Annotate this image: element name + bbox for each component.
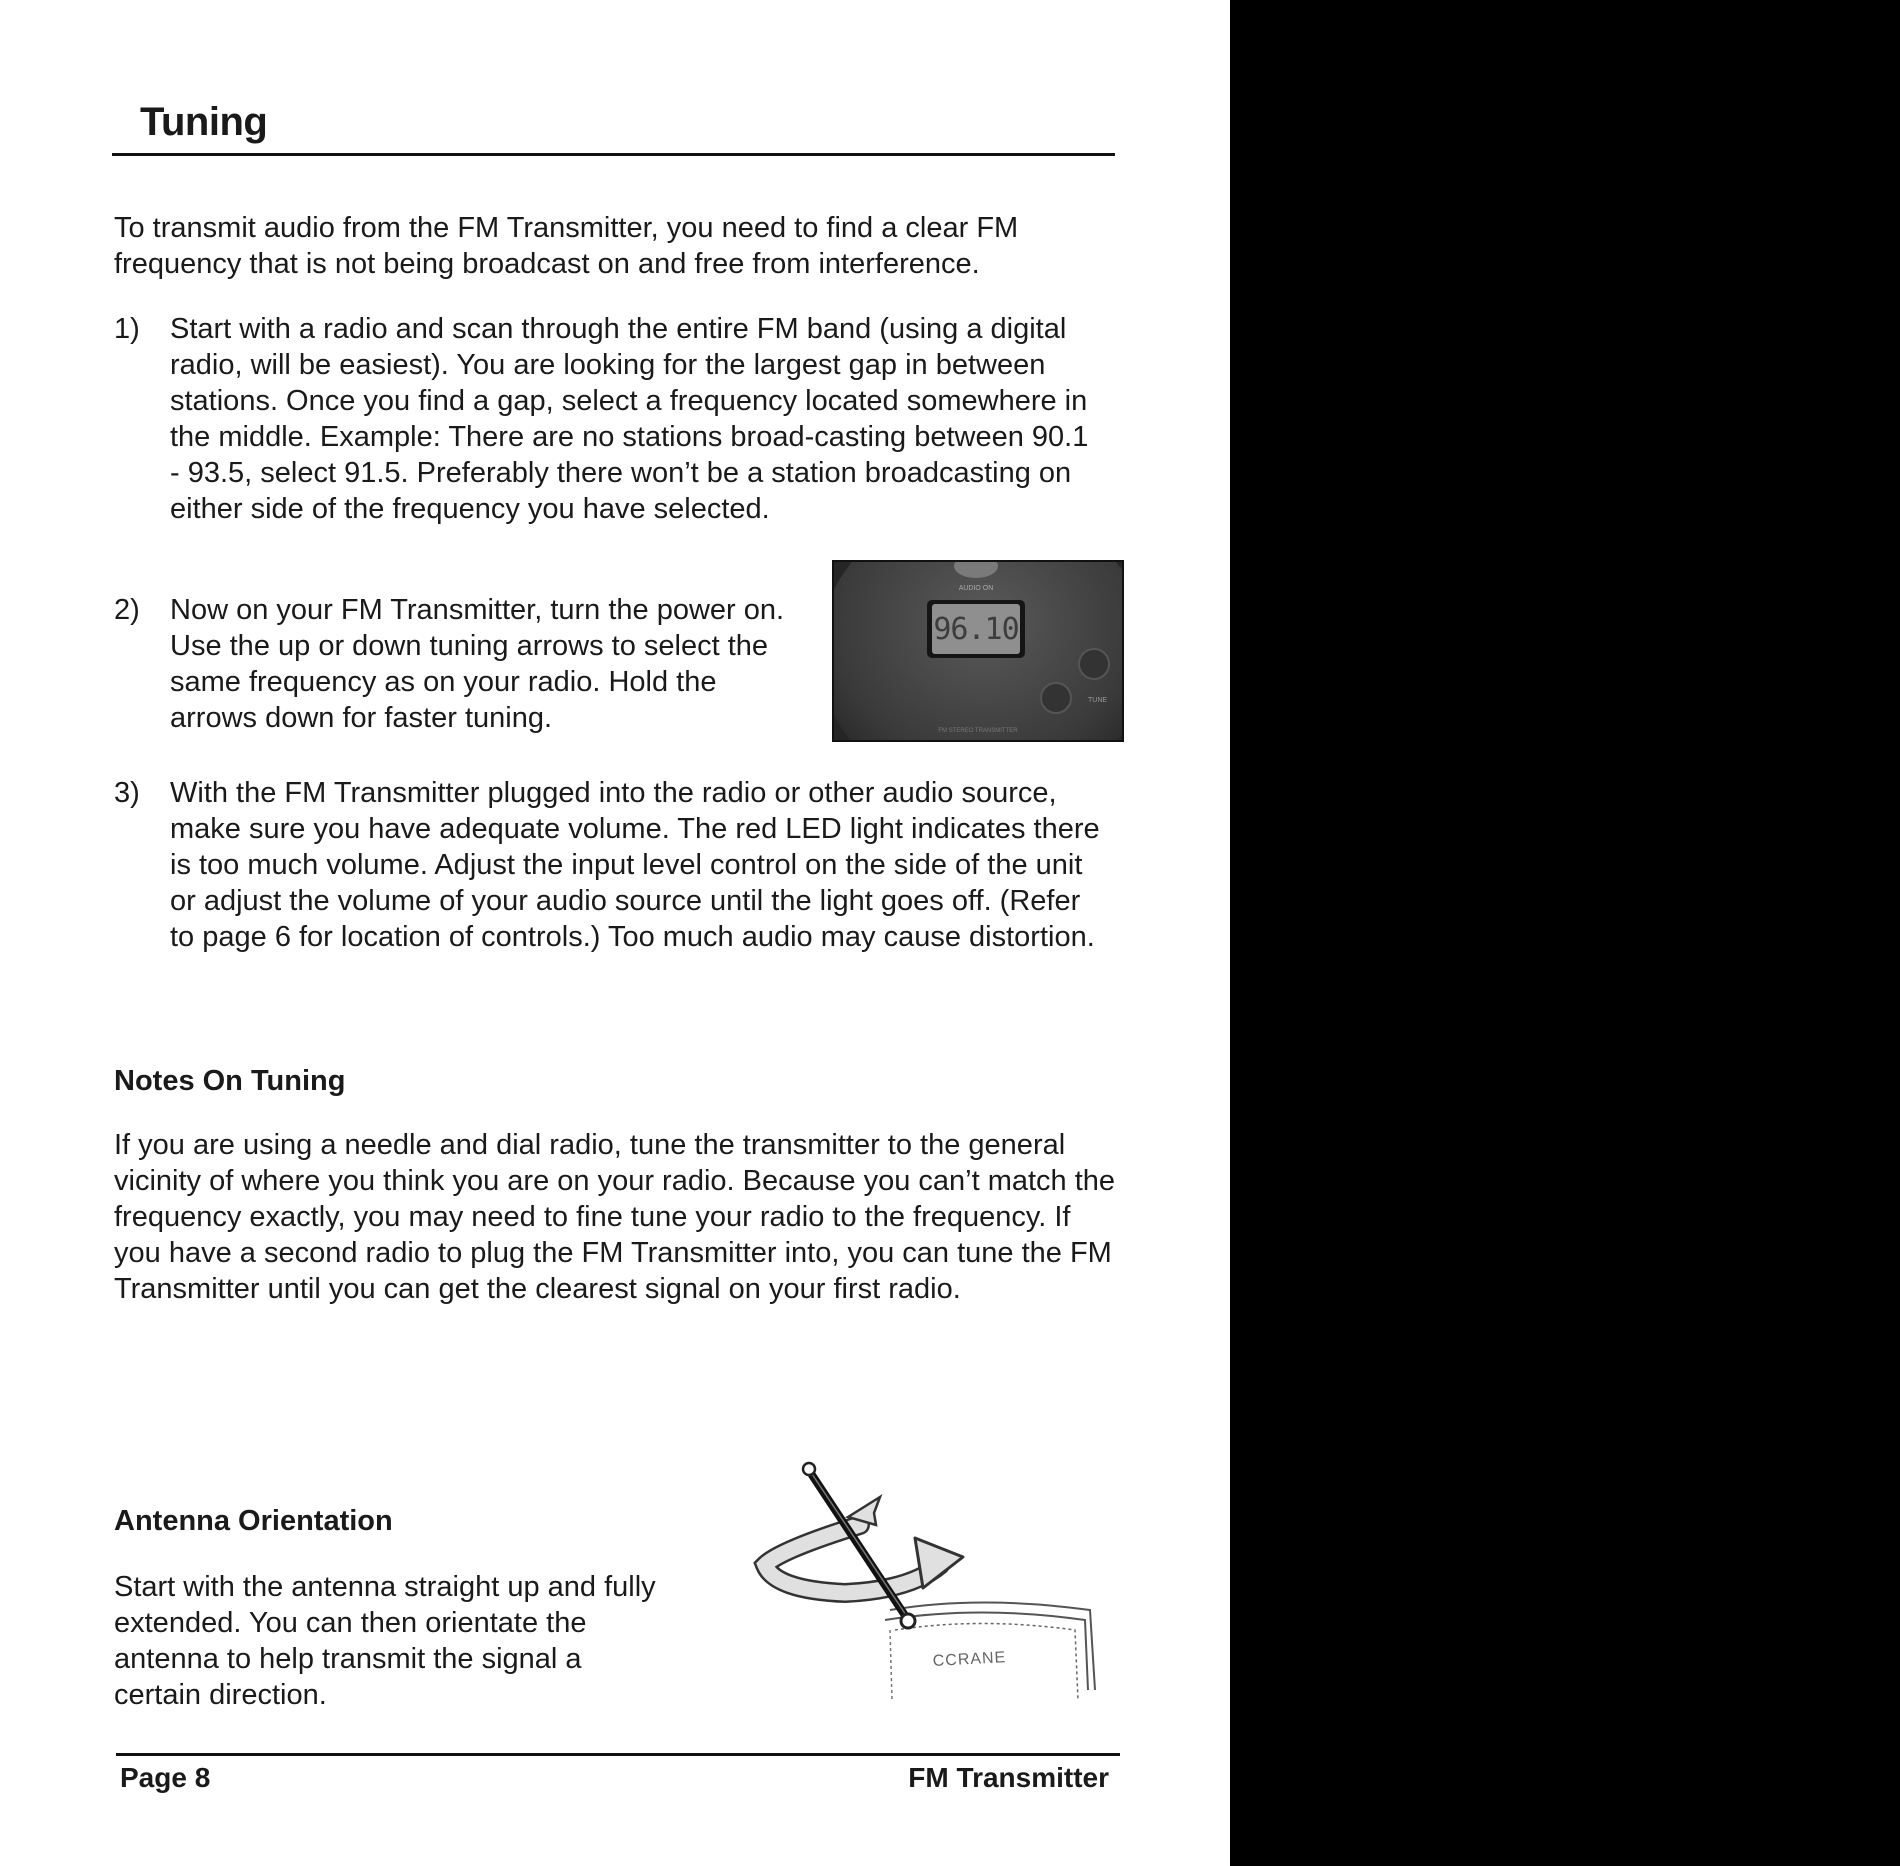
intro-paragraph: To transmit audio from the FM Transmitter, you need to find a clear FM frequency that is not being broadcast on and free from interference. <box>114 212 1019 280</box>
svg-text:AUDIO ON: AUDIO ON <box>958 585 994 592</box>
svg-text:FM STEREO TRANSMITTER: FM STEREO TRANSMITTER <box>938 728 1018 734</box>
footer-divider <box>116 1753 1120 1756</box>
step-3-text: With the FM Transmitter plugged into the radio or other audio source, make sure you have adequate volume. The red LED light indicates there is too much volume. Adjust the input level control on the side of the unit or adjust the volume of your audio source until the light goes off. (Refer to page 6 for location of controls.) Too much audio may cause distortion. <box>170 777 1100 953</box>
svg-text:TUNE: TUNE <box>1088 697 1108 704</box>
page-title: Tuning <box>140 100 268 144</box>
step-1-number: 1) <box>114 313 140 345</box>
black-margin <box>1230 0 1900 1866</box>
transmitter-display-photo <box>832 560 1124 742</box>
notes-heading: Notes On Tuning <box>114 1065 346 1097</box>
antenna-paragraph: Start with the antenna straight up and fully extended. You can then orientate the antenna to help transmit the signal a certain direction. <box>114 1571 656 1711</box>
antenna-heading: Antenna Orientation <box>114 1505 393 1537</box>
footer-product-name: FM Transmitter <box>908 1762 1109 1793</box>
antenna-illustration <box>750 1455 1110 1705</box>
page-number: Page 8 <box>120 1762 211 1793</box>
notes-paragraph: If you are using a needle and dial radio, tune the transmitter to the general vicinity of where you think you are on your radio. Because you can’t match the frequency exactly, you may need to fine tune your radio to the frequency. If you have a second radio to plug the FM Transmitter into, you can tune the FM Transmitter until you can get the clearest signal on your first radio. <box>114 1129 1116 1305</box>
step-1-text: Start with a radio and scan through the entire FM band (using a digital radio, will be easiest). You are looking for the largest gap in between stations. Once you find a gap, select a frequency located somewhere in the middle. Example: There are no stations broad-casting between 90.1 - 93.5, select 91.5. Preferably there won’t be a station broadcasting on either side of the frequency you have selected. <box>170 313 1089 525</box>
brand-label: CCRANE <box>932 1649 1007 1670</box>
step-2-text: Now on your FM Transmitter, turn the power on. Use the up or down tuning arrows to select the same frequency as on your radio. Hold the arrows down for faster tuning. <box>170 594 785 734</box>
step-3-number: 3) <box>114 777 140 809</box>
lcd-frequency: 96.10 <box>933 612 1019 647</box>
step-2-number: 2) <box>114 594 140 626</box>
title-divider <box>112 153 1115 156</box>
